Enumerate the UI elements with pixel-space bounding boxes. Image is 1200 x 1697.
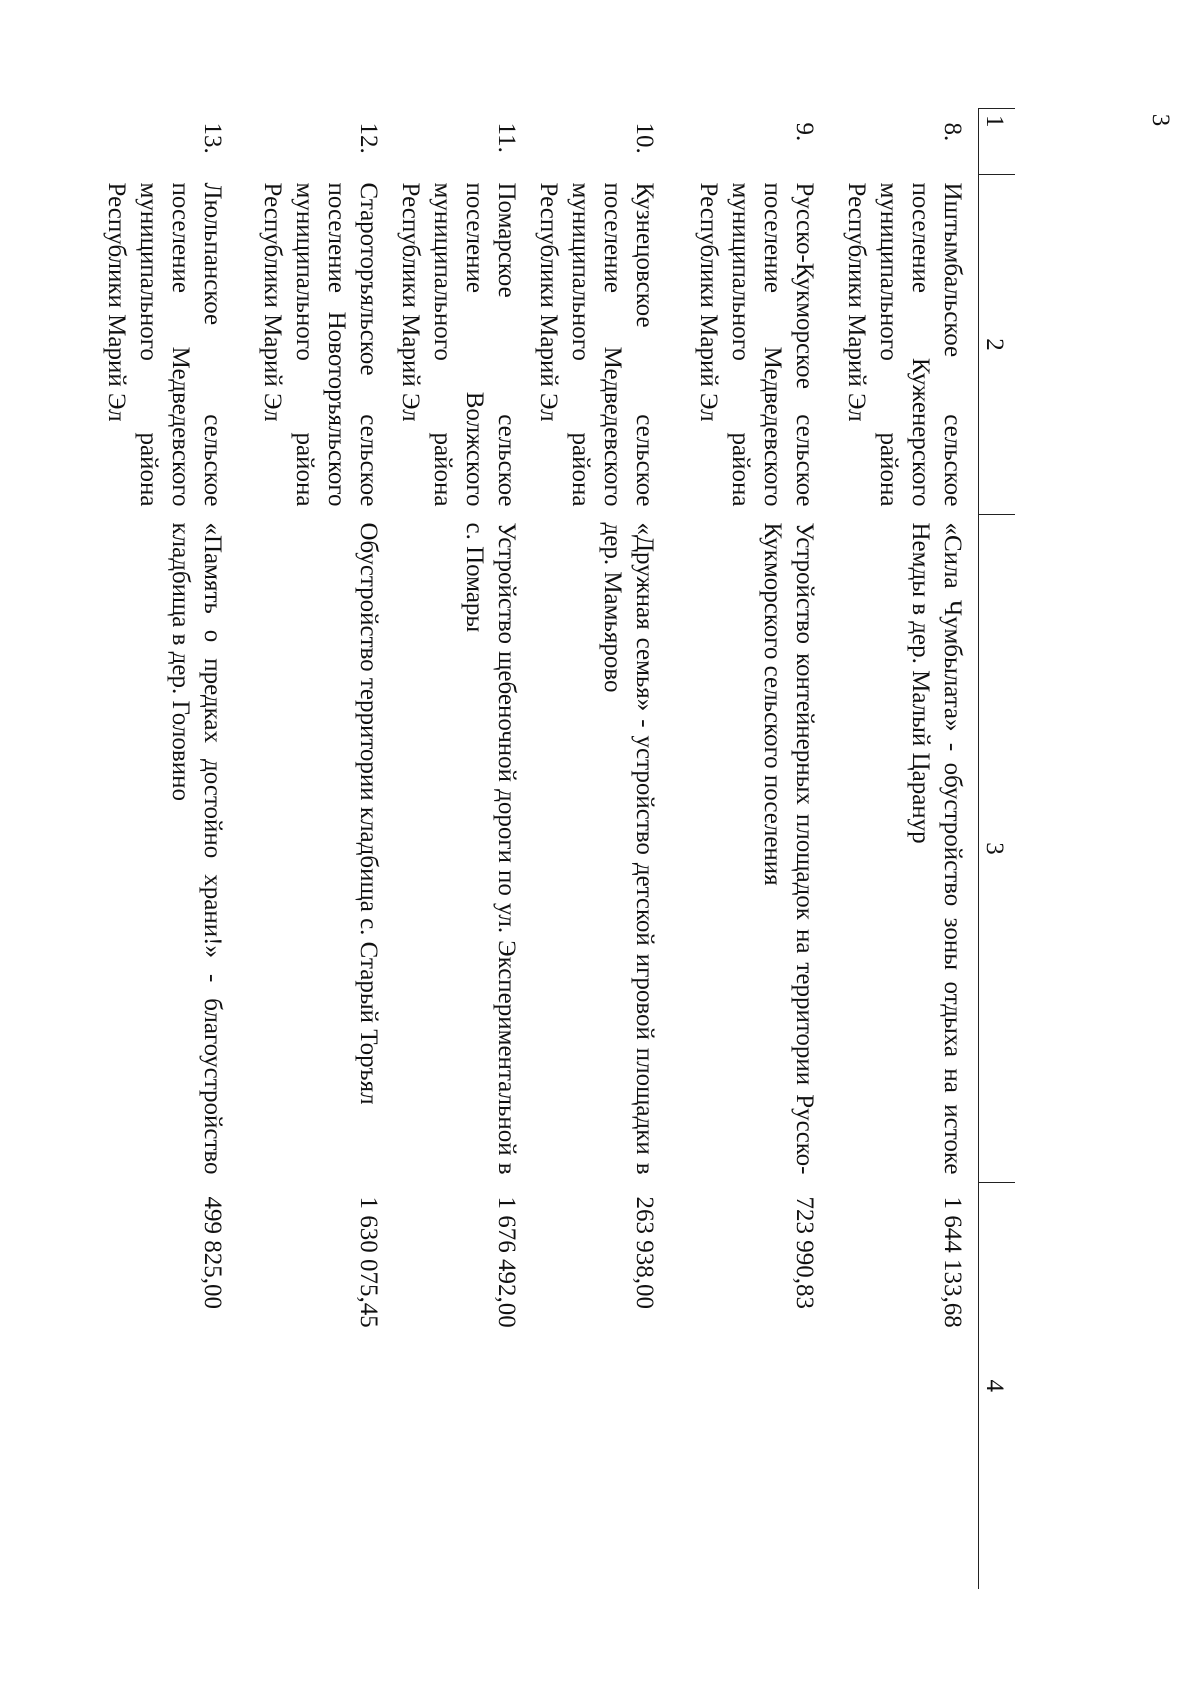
project-description: Обустройство территории кладбища с. Старый Торъял	[355, 522, 382, 1105]
row-number: 9.	[791, 122, 818, 142]
settlement-name: Помарское сельское поселение Волжского муниципального района Республики Марий Эл	[397, 182, 520, 507]
column-header-1: 1	[979, 109, 1016, 175]
row-number: 13.	[199, 122, 226, 154]
row-number: 10.	[631, 122, 658, 154]
row-number: 11.	[493, 122, 520, 153]
project-description: «Дружная семья» - устройство детской игровой площадки в дер. Мамьярово	[599, 522, 658, 1175]
table-row	[830, 109, 979, 1589]
row-number: 8.	[939, 122, 966, 142]
project-description: «Память о предках достойно храни!» - благоустройство кладбища в дер. Головино	[167, 522, 226, 1175]
settlement-name: Кузнецовское сельское поселение Медведевского муниципального района Республики Марий Эл	[535, 182, 658, 507]
subsidy-amount: 1 644 133,68	[939, 1196, 966, 1328]
table-row	[238, 109, 394, 1589]
project-description: Устройство щебеночной дороги по ул. Экспериментальной в с. Помары	[461, 522, 520, 1175]
table-row	[100, 109, 238, 1589]
settlement-name: Староторъяльское сельское поселение Новоторъяльского муниципального района Республики Марий Эл	[259, 182, 382, 507]
table-header-row	[979, 109, 1016, 1589]
table-row	[394, 109, 532, 1589]
page-number: 3	[1147, 113, 1174, 127]
subsidy-amount: 1 630 075,45	[355, 1196, 382, 1328]
subsidy-amount: 723 990,83	[791, 1196, 818, 1309]
projects-table	[100, 108, 1015, 1589]
row-number: 12.	[355, 122, 382, 154]
column-header-3: 3	[979, 515, 1016, 1183]
column-header-2: 2	[979, 175, 1016, 515]
project-description: «Сила Чумбылата» - обустройство зоны отдыха на истоке Немды в дер. Малый Царанур	[907, 522, 966, 1175]
column-header-4: 4	[979, 1183, 1016, 1589]
subsidy-amount: 499 825,00	[199, 1196, 226, 1309]
project-description: Устройство контейнерных площадок на территории Русско-Кукморского сельского поселения	[759, 522, 818, 1175]
settlement-name: Иштымбальское сельское поселение Куженерского муниципального района Республики Марий Эл	[843, 182, 966, 507]
subsidy-amount: 1 676 492,00	[493, 1196, 520, 1328]
table-row	[532, 109, 670, 1589]
subsidy-amount: 263 938,00	[631, 1196, 658, 1309]
settlement-name: Русско-Кукморское сельское поселение Медведевского муниципального района Республики Марий Эл	[695, 182, 818, 507]
rotated-table-page	[103, 108, 1015, 1588]
table-row	[670, 109, 830, 1589]
settlement-name: Люльпанское сельское поселение Медведевского муниципального района Республики Марий Эл	[103, 182, 226, 507]
